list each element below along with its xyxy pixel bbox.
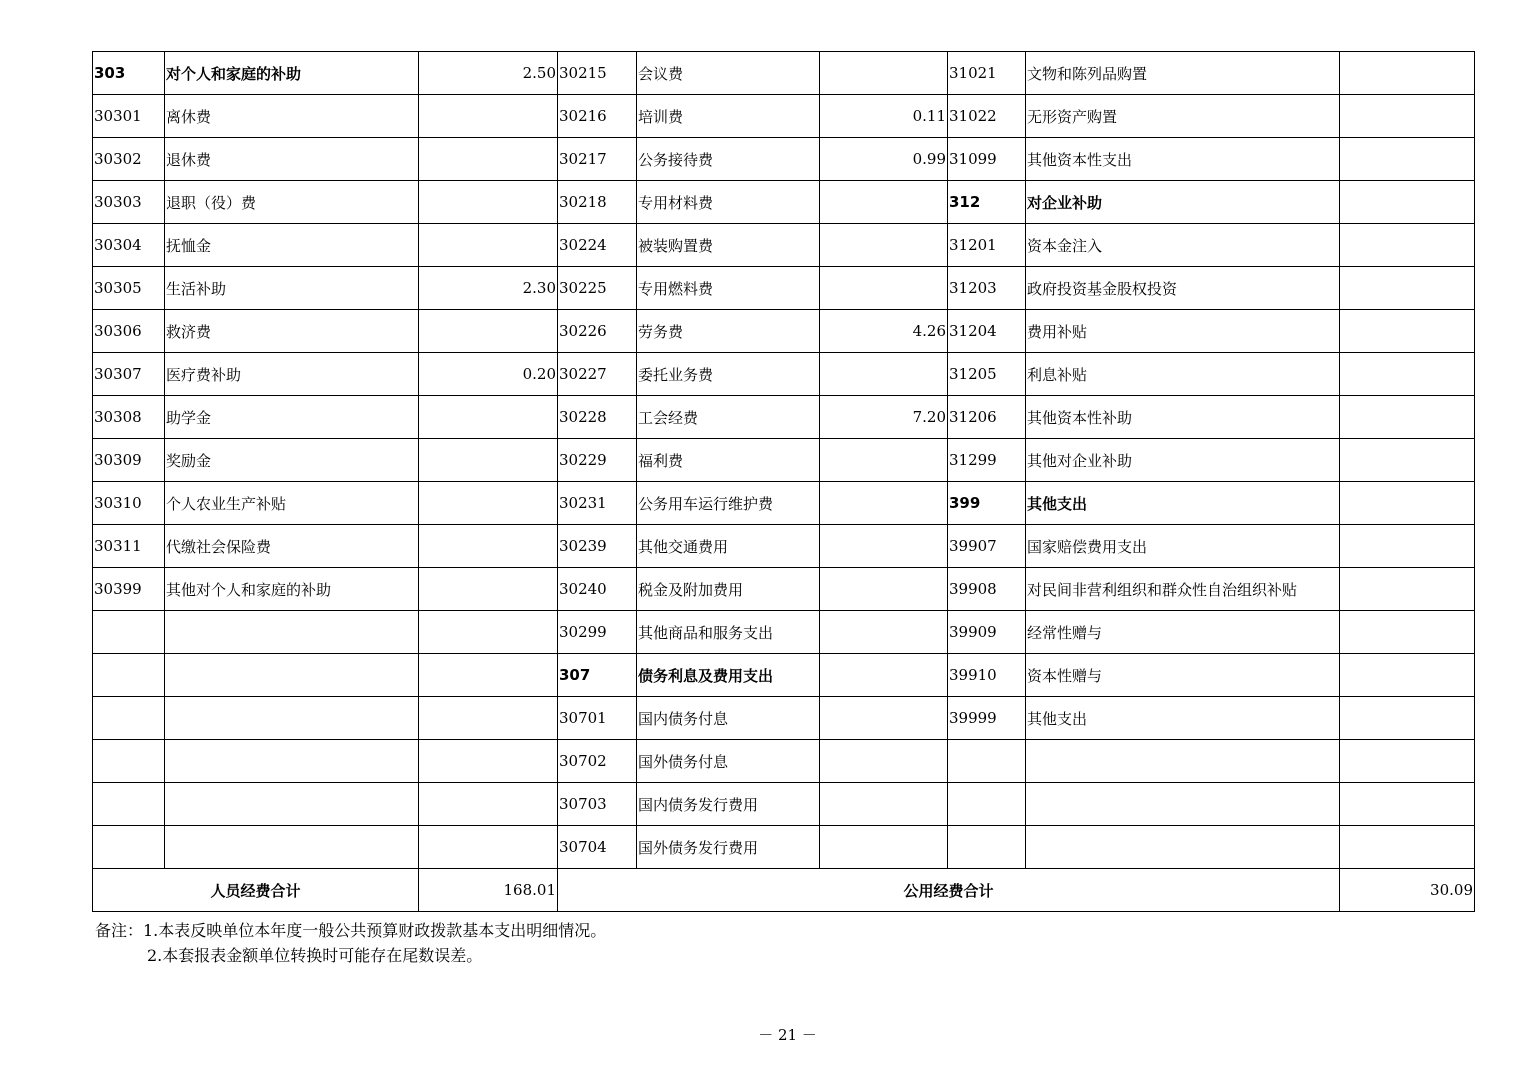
code-cell: 30239 — [558, 525, 637, 568]
item-name-cell — [165, 740, 419, 783]
item-name-cell: 其他资本性补助 — [1026, 396, 1340, 439]
amount-cell — [419, 482, 558, 525]
code-cell — [93, 740, 165, 783]
table-row — [93, 396, 1475, 439]
amount-cell — [820, 740, 948, 783]
code-cell: 30308 — [93, 396, 165, 439]
code-cell: 31099 — [948, 138, 1026, 181]
code-cell: 30702 — [558, 740, 637, 783]
amount-cell — [820, 267, 948, 310]
code-cell: 31205 — [948, 353, 1026, 396]
amount-cell — [820, 482, 948, 525]
amount-cell — [820, 353, 948, 396]
code-cell: 31206 — [948, 396, 1026, 439]
code-cell: 30301 — [93, 95, 165, 138]
code-cell: 30307 — [93, 353, 165, 396]
amount-cell — [419, 826, 558, 869]
item-name-cell: 救济费 — [165, 310, 419, 353]
amount-cell — [1340, 353, 1475, 396]
amount-cell — [820, 654, 948, 697]
item-name-cell: 代缴社会保险费 — [165, 525, 419, 568]
notes — [95, 918, 606, 968]
item-name-cell: 其他交通费用 — [637, 525, 820, 568]
code-cell: 307 — [558, 654, 637, 697]
code-cell: 30305 — [93, 267, 165, 310]
code-cell: 30701 — [558, 697, 637, 740]
amount-cell — [820, 697, 948, 740]
code-cell — [948, 826, 1026, 869]
item-name-cell: 工会经费 — [637, 396, 820, 439]
amount-cell — [1340, 568, 1475, 611]
amount-cell — [1340, 697, 1475, 740]
code-cell: 30306 — [93, 310, 165, 353]
amount-cell: 2.30 — [419, 267, 558, 310]
code-cell: 30217 — [558, 138, 637, 181]
amount-cell — [820, 439, 948, 482]
code-cell: 30704 — [558, 826, 637, 869]
amount-cell — [820, 525, 948, 568]
code-cell — [93, 826, 165, 869]
code-cell: 303 — [93, 52, 165, 95]
expenditure-detail-table — [92, 51, 1475, 912]
amount-cell: 0.20 — [419, 353, 558, 396]
table-row — [93, 482, 1475, 525]
amount-cell: 0.11 — [820, 95, 948, 138]
item-name-cell: 奖励金 — [165, 439, 419, 482]
table-row — [93, 740, 1475, 783]
note-line-1: 备注：1.本表反映单位本年度一般公共预算财政拨款基本支出明细情况。 — [95, 921, 607, 940]
amount-cell — [419, 439, 558, 482]
amount-cell — [419, 396, 558, 439]
code-cell: 30224 — [558, 224, 637, 267]
table-row — [93, 783, 1475, 826]
amount-cell — [419, 310, 558, 353]
item-name-cell: 经常性赠与 — [1026, 611, 1340, 654]
table-row — [93, 138, 1475, 181]
item-name-cell: 其他支出 — [1026, 697, 1340, 740]
amount-cell — [419, 525, 558, 568]
item-name-cell: 公务用车运行维护费 — [637, 482, 820, 525]
page-number: － 21 － — [758, 1026, 817, 1044]
code-cell: 30303 — [93, 181, 165, 224]
amount-cell — [820, 611, 948, 654]
code-cell — [93, 611, 165, 654]
code-cell: 39908 — [948, 568, 1026, 611]
item-name-cell: 个人农业生产补贴 — [165, 482, 419, 525]
item-name-cell: 国家赔偿费用支出 — [1026, 525, 1340, 568]
item-name-cell: 其他对企业补助 — [1026, 439, 1340, 482]
item-name-cell: 国内债务发行费用 — [637, 783, 820, 826]
code-cell: 30229 — [558, 439, 637, 482]
item-name-cell: 对企业补助 — [1026, 181, 1340, 224]
item-name-cell — [165, 654, 419, 697]
amount-cell — [419, 654, 558, 697]
personnel-total-label: 人员经费合计 — [93, 869, 419, 912]
item-name-cell: 离休费 — [165, 95, 419, 138]
code-cell: 39910 — [948, 654, 1026, 697]
amount-cell: 4.26 — [820, 310, 948, 353]
amount-cell — [1340, 611, 1475, 654]
amount-cell — [1340, 396, 1475, 439]
amount-cell — [1340, 826, 1475, 869]
item-name-cell: 文物和陈列品购置 — [1026, 52, 1340, 95]
item-name-cell: 公务接待费 — [637, 138, 820, 181]
item-name-cell — [165, 611, 419, 654]
amount-cell — [419, 224, 558, 267]
public-total-label: 公用经费合计 — [558, 869, 1340, 912]
amount-cell — [820, 224, 948, 267]
amount-cell — [1340, 224, 1475, 267]
item-name-cell — [1026, 740, 1340, 783]
amount-cell — [1340, 267, 1475, 310]
amount-cell — [1340, 95, 1475, 138]
table-row — [93, 310, 1475, 353]
amount-cell — [1340, 525, 1475, 568]
item-name-cell: 被装购置费 — [637, 224, 820, 267]
item-name-cell: 专用燃料费 — [637, 267, 820, 310]
item-name-cell: 国内债务付息 — [637, 697, 820, 740]
totals-row — [93, 869, 1475, 912]
item-name-cell: 生活补助 — [165, 267, 419, 310]
amount-cell — [1340, 654, 1475, 697]
amount-cell — [820, 783, 948, 826]
item-name-cell: 退职（役）费 — [165, 181, 419, 224]
code-cell: 30215 — [558, 52, 637, 95]
item-name-cell: 培训费 — [637, 95, 820, 138]
amount-cell — [419, 740, 558, 783]
code-cell: 31203 — [948, 267, 1026, 310]
item-name-cell: 资本金注入 — [1026, 224, 1340, 267]
table-row — [93, 353, 1475, 396]
public-total-amount: 30.09 — [1340, 869, 1475, 912]
table-row — [93, 439, 1475, 482]
amount-cell — [1340, 181, 1475, 224]
code-cell — [948, 783, 1026, 826]
code-cell — [948, 740, 1026, 783]
amount-cell — [419, 181, 558, 224]
item-name-cell: 债务利息及费用支出 — [637, 654, 820, 697]
code-cell: 30218 — [558, 181, 637, 224]
code-cell: 30703 — [558, 783, 637, 826]
code-cell — [93, 697, 165, 740]
code-cell: 30228 — [558, 396, 637, 439]
code-cell: 31201 — [948, 224, 1026, 267]
table-row — [93, 52, 1475, 95]
item-name-cell: 无形资产购置 — [1026, 95, 1340, 138]
amount-cell: 2.50 — [419, 52, 558, 95]
table-row — [93, 95, 1475, 138]
item-name-cell: 其他对个人和家庭的补助 — [165, 568, 419, 611]
amount-cell — [419, 783, 558, 826]
amount-cell: 0.99 — [820, 138, 948, 181]
code-cell: 31021 — [948, 52, 1026, 95]
table-row — [93, 224, 1475, 267]
table-row — [93, 525, 1475, 568]
item-name-cell: 资本性赠与 — [1026, 654, 1340, 697]
item-name-cell — [1026, 783, 1340, 826]
amount-cell: 7.20 — [820, 396, 948, 439]
table-row — [93, 654, 1475, 697]
item-name-cell — [165, 697, 419, 740]
table-row — [93, 568, 1475, 611]
code-cell: 30310 — [93, 482, 165, 525]
code-cell: 30227 — [558, 353, 637, 396]
item-name-cell: 专用材料费 — [637, 181, 820, 224]
item-name-cell: 费用补贴 — [1026, 310, 1340, 353]
amount-cell — [1340, 482, 1475, 525]
code-cell — [93, 783, 165, 826]
code-cell: 30240 — [558, 568, 637, 611]
item-name-cell: 其他支出 — [1026, 482, 1340, 525]
code-cell — [93, 654, 165, 697]
table-row — [93, 611, 1475, 654]
item-name-cell: 劳务费 — [637, 310, 820, 353]
code-cell: 30299 — [558, 611, 637, 654]
amount-cell — [419, 95, 558, 138]
table-row — [93, 181, 1475, 224]
code-cell: 30311 — [93, 525, 165, 568]
table-row — [93, 267, 1475, 310]
item-name-cell: 国外债务发行费用 — [637, 826, 820, 869]
item-name-cell — [165, 826, 419, 869]
item-name-cell: 会议费 — [637, 52, 820, 95]
code-cell: 39909 — [948, 611, 1026, 654]
item-name-cell: 税金及附加费用 — [637, 568, 820, 611]
code-cell: 30399 — [93, 568, 165, 611]
code-cell: 30231 — [558, 482, 637, 525]
amount-cell — [820, 826, 948, 869]
item-name-cell: 对民间非营利组织和群众性自治组织补贴 — [1026, 568, 1340, 611]
code-cell: 399 — [948, 482, 1026, 525]
item-name-cell: 政府投资基金股权投资 — [1026, 267, 1340, 310]
code-cell: 30225 — [558, 267, 637, 310]
code-cell: 30216 — [558, 95, 637, 138]
code-cell: 30302 — [93, 138, 165, 181]
code-cell: 30304 — [93, 224, 165, 267]
amount-cell — [419, 138, 558, 181]
code-cell: 30226 — [558, 310, 637, 353]
code-cell: 30309 — [93, 439, 165, 482]
table-row — [93, 697, 1475, 740]
amount-cell — [1340, 52, 1475, 95]
amount-cell — [1340, 439, 1475, 482]
amount-cell — [1340, 740, 1475, 783]
code-cell: 31299 — [948, 439, 1026, 482]
code-cell: 31204 — [948, 310, 1026, 353]
amount-cell — [1340, 783, 1475, 826]
code-cell: 39907 — [948, 525, 1026, 568]
item-name-cell — [1026, 826, 1340, 869]
item-name-cell — [165, 783, 419, 826]
note-line-2: 2.本套报表金额单位转换时可能存在尾数误差。 — [147, 946, 483, 965]
amount-cell — [419, 697, 558, 740]
amount-cell — [820, 568, 948, 611]
item-name-cell: 对个人和家庭的补助 — [165, 52, 419, 95]
amount-cell — [419, 568, 558, 611]
item-name-cell: 抚恤金 — [165, 224, 419, 267]
personnel-total-amount: 168.01 — [419, 869, 558, 912]
item-name-cell: 委托业务费 — [637, 353, 820, 396]
code-cell: 39999 — [948, 697, 1026, 740]
code-cell: 312 — [948, 181, 1026, 224]
item-name-cell: 助学金 — [165, 396, 419, 439]
item-name-cell: 其他资本性支出 — [1026, 138, 1340, 181]
item-name-cell: 退休费 — [165, 138, 419, 181]
amount-cell — [820, 181, 948, 224]
table-body — [93, 52, 1475, 869]
item-name-cell: 国外债务付息 — [637, 740, 820, 783]
amount-cell — [419, 611, 558, 654]
item-name-cell: 利息补贴 — [1026, 353, 1340, 396]
item-name-cell: 其他商品和服务支出 — [637, 611, 820, 654]
amount-cell — [1340, 138, 1475, 181]
amount-cell — [820, 52, 948, 95]
code-cell: 31022 — [948, 95, 1026, 138]
item-name-cell: 福利费 — [637, 439, 820, 482]
amount-cell — [1340, 310, 1475, 353]
table-row — [93, 826, 1475, 869]
item-name-cell: 医疗费补助 — [165, 353, 419, 396]
